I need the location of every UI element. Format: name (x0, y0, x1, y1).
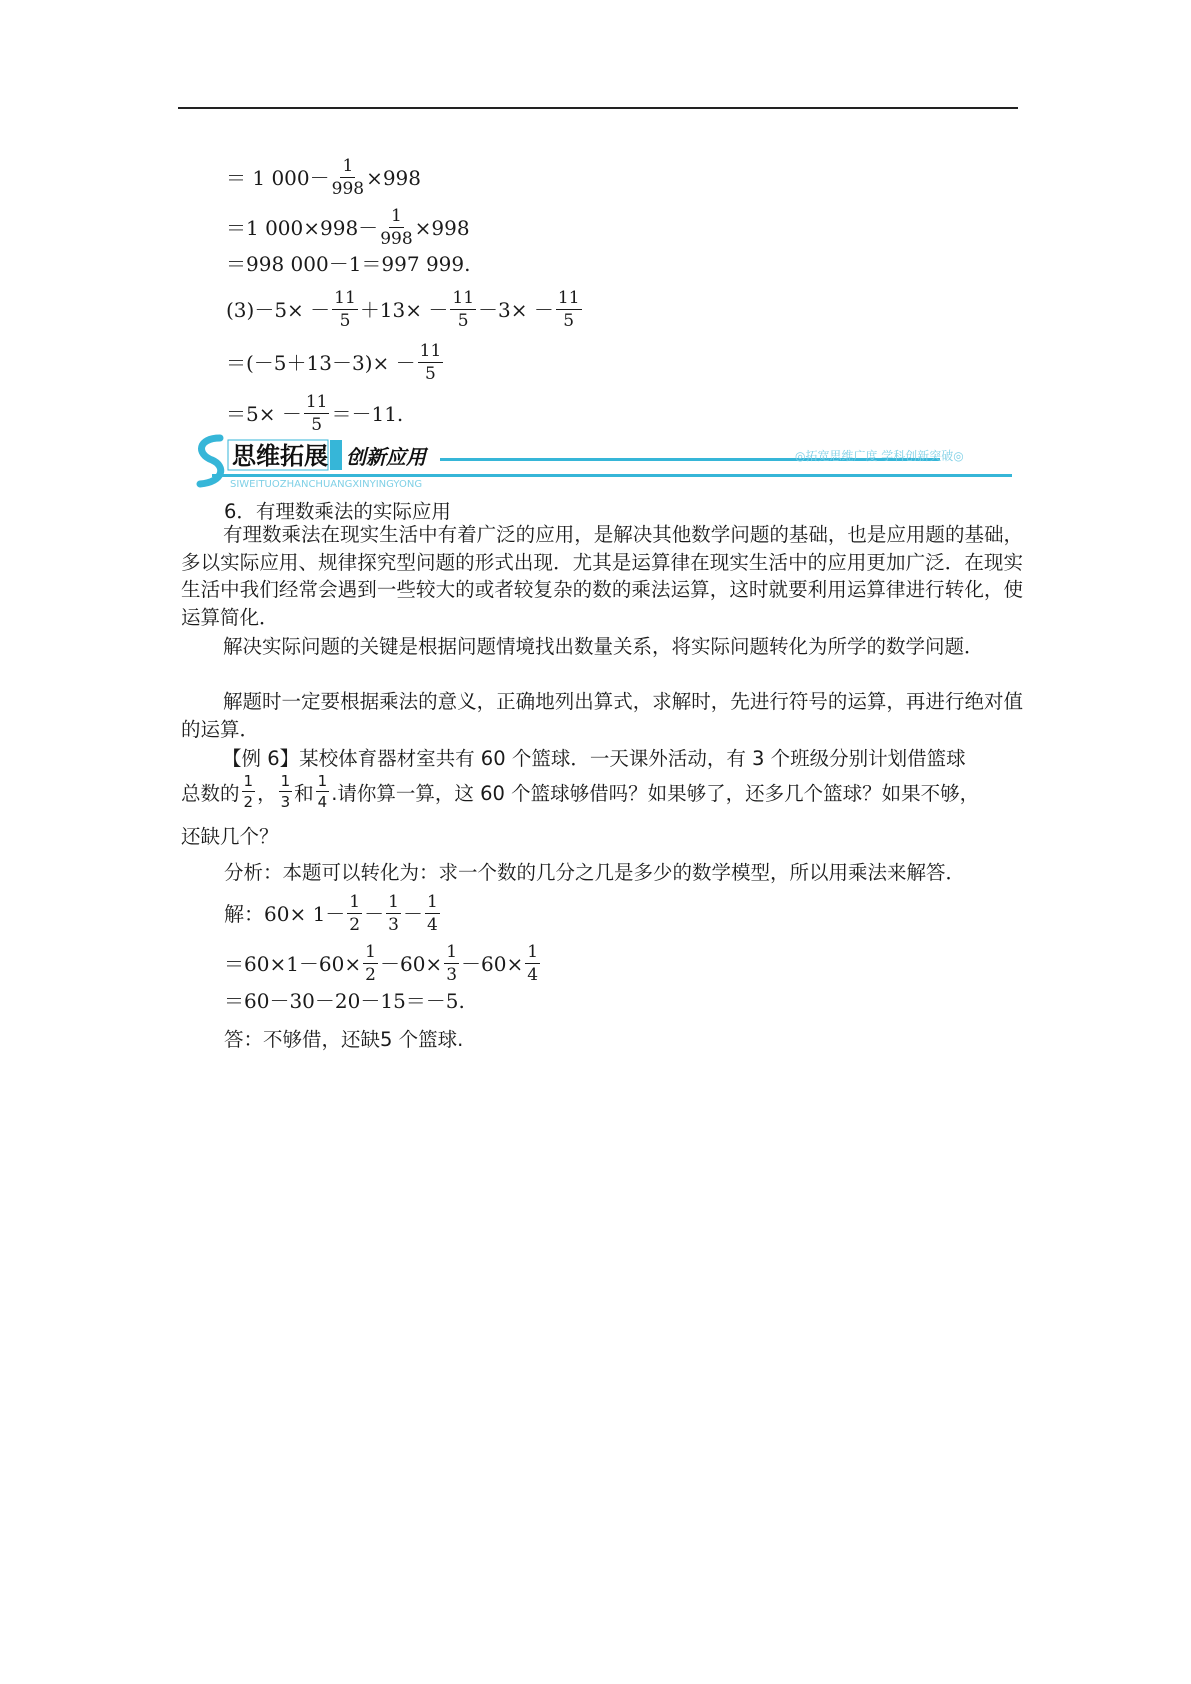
calc-text: ＝(－5＋13－3)× － (226, 351, 416, 375)
paragraph-3: 解题时一定要根据乘法的意义，正确地列出算式，求解时，先进行符号的运算，再进行绝对值的运算． (181, 690, 1023, 741)
example-line-2 (181, 774, 979, 810)
banner-title: 思维拓展 (232, 442, 328, 470)
fraction: $\frac{1}{3}$ (446, 942, 458, 985)
calc-line-4 (226, 290, 584, 330)
fraction: $\frac{11}{5}$ (334, 288, 356, 331)
calc-text: － (402, 902, 423, 926)
banner-pinyin: SIWEITUOZHANCHUANGXINYINGYONG (230, 479, 423, 490)
fraction: $\frac{11}{5}$ (305, 392, 328, 435)
analysis: 分析：本题可以转化为：求一个数的几分之几是多少的数学模型，所以用乘法来解答． (224, 861, 966, 884)
banner-s-logo (200, 438, 221, 484)
example-text: 某校体育器材室共有 60 个篮球．一天课外活动，有 3 个班级分别计划借篮球 (299, 747, 966, 770)
calc-text: ＝ 1 000－ (226, 166, 330, 190)
section-heading: 6．有理数乘法的实际应用 (224, 500, 451, 523)
example-text: 总数的 (181, 782, 240, 805)
example-line-1 (222, 743, 966, 771)
calc-text: －3× － (478, 298, 554, 322)
solution-line-2 (224, 944, 542, 984)
solution-line-3: ＝60－30－20－15＝－5. (224, 989, 465, 1013)
calc-text: 解：60× 1－ (224, 902, 346, 926)
fraction: $\frac{1}{4}$ (527, 942, 539, 985)
calc-text: ×998 (366, 166, 422, 190)
example-tag: 【例 6】 (222, 747, 300, 770)
fraction: $\frac{1}{998}$ (380, 206, 413, 249)
calc-text: ×998 (414, 216, 470, 240)
fraction: $\frac{1}{2}$ (365, 942, 376, 985)
banner-right-text: ◎拓宽思维广度 学科创新突破◎ (795, 449, 964, 463)
calc-text: －60× (461, 952, 524, 976)
example-line-3: 还缺几个？ (181, 825, 279, 848)
calc-text: ＝－11. (331, 402, 404, 426)
calc-line-1 (226, 158, 421, 198)
fraction: $\frac{11}{5}$ (452, 288, 475, 331)
fraction: $\frac{1}{998}$ (331, 156, 365, 199)
calc-text: ＋13× － (359, 298, 449, 322)
fraction: $\frac{1}{4}$ (426, 892, 438, 935)
banner-rule-bottom (212, 474, 1012, 477)
example-text: 和 (294, 782, 314, 805)
solution-line-1 (224, 894, 442, 934)
fraction: $\frac{1}{2}$ (243, 772, 254, 811)
calc-text: －60× (379, 952, 443, 976)
calc-text: － (364, 902, 385, 926)
calc-line-2 (226, 208, 470, 248)
fraction: $\frac{1}{3}$ (388, 892, 399, 935)
calc-line-5 (226, 343, 445, 383)
banner-subtitle: 创新应用 (346, 445, 426, 469)
calc-text: ＝5× － (226, 402, 302, 426)
example-text: ， (257, 782, 277, 805)
calc-text: (3)－5× － (226, 298, 331, 322)
fraction: $\frac{11}{5}$ (419, 341, 442, 384)
section-banner (190, 432, 1020, 490)
fraction: $\frac{1}{3}$ (280, 772, 291, 811)
calc-text: ＝60×1－60× (224, 952, 362, 976)
fraction: $\frac{1}{4}$ (317, 772, 328, 811)
paragraph-1: 有理数乘法在现实生活中有着广泛的应用，是解决其他数学问题的基础，也是应用题的基础，多以实际应用、规律探究型问题的形式出现．尤其是运算律在现实生活中的应用更加广泛．在现实生活中我们经常会遇到一些较大的或者较复杂的数的乘法运算，这时就要利用运算律进行转化，使运算简化． (181, 523, 1023, 629)
calc-line-6 (226, 394, 403, 434)
paragraph-2: 解决实际问题的关键是根据问题情境找出数量关系，将实际问题转化为所学的数学问题． (223, 635, 984, 658)
calc-text: ＝1 000×998－ (226, 216, 379, 240)
fraction: $\frac{1}{2}$ (349, 892, 361, 935)
calc-text: ＝998 000－1＝997 999. (226, 252, 471, 276)
banner-subtitle-bg (330, 440, 342, 470)
example-text: .请你算一算，这 60 个篮球够借吗？如果够了，还多几个篮球？如果不够， (331, 782, 980, 805)
header-rule (178, 107, 1018, 109)
calc-line-3 (226, 254, 471, 274)
answer: 答：不够借，还缺5 个篮球. (224, 1028, 464, 1051)
fraction: $\frac{11}{5}$ (557, 288, 580, 331)
